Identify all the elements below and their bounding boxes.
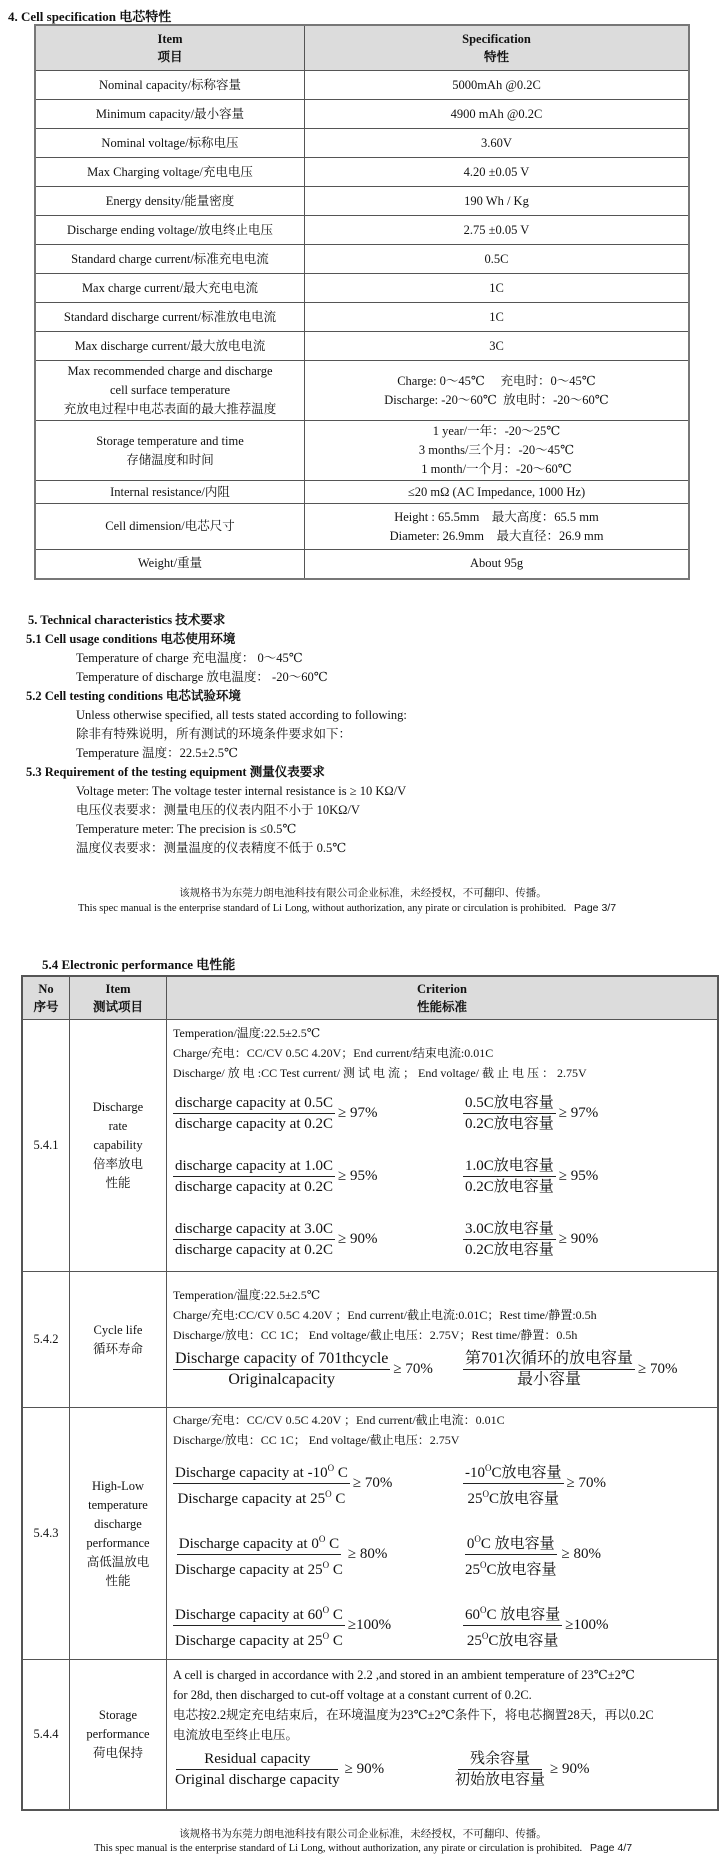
spec-row xyxy=(35,361,689,421)
spec-value: Height : 65.5mm 最大高度：65.5 mm Diameter: 26.9mm 最大直径：26.9 mm xyxy=(305,504,690,550)
s53-line: Temperature meter: The precision is ≤0.5℃ xyxy=(76,822,297,836)
spec-item: Storage temperature and time 存储温度和时间 xyxy=(35,421,305,481)
spec-item: Weight/重量 xyxy=(35,550,305,579)
condition-line: Discharge/ 放 电 :CC Test current/ 测 试 电 流 ； End voltage/ 截 止 电 压 ： 2.75V xyxy=(173,1066,587,1080)
spec-item: Internal resistance/内阻 xyxy=(35,481,305,504)
s53-line: 电压仪表要求：测量电压的仪表内阻不小于 10KΩ/V xyxy=(76,803,360,817)
spec-item: Nominal voltage/标称电压 xyxy=(35,129,305,158)
en-fraction: $\frac{\text{discharge capacity at 0.5C}}{\text{discharge capacity at 0.2C}}$ xyxy=(175,1095,333,1132)
condition-line: Charge/充电：CC/CV 0.5C 4.20V；End current/结束电流:0.01C xyxy=(173,1046,494,1060)
spec-row xyxy=(35,303,689,332)
condition-line: Discharge/放电：CC 1C； End voltage/截止电压：2.75V xyxy=(173,1433,460,1447)
perf-row-5-4-3 xyxy=(22,1408,718,1660)
cn-fraction: $\frac{\text{3.0C放电容量}}{\text{0.2C放电容量}}$ xyxy=(465,1221,554,1258)
limit: ≥ 97% xyxy=(558,1105,599,1121)
spec-item: Cell dimension/电芯尺寸 xyxy=(35,504,305,550)
section-5-1-title: 5.1 Cell usage conditions 电芯使用环境 xyxy=(26,632,236,646)
condition-line: 电流放电至终止电压。 xyxy=(173,1727,299,1742)
row-item: Storage performance 荷电保持 xyxy=(70,1660,167,1810)
spec-item: Max recommended charge and discharge cell surface temperature 充放电过程中电芯表面的最大推荐温度 xyxy=(35,361,305,421)
spec-row xyxy=(35,187,689,216)
footer-cn-page3: 该规格书为东莞力朗电池科技有限公司企业标准，未经授权，不可翻印、传播。 xyxy=(179,888,547,899)
spec-value: 3C xyxy=(305,332,690,361)
limit: ≥ 70% xyxy=(352,1475,393,1491)
s51-line: Temperature of charge 充电温度： 0～45℃ xyxy=(76,651,303,665)
limit: ≥ 90% xyxy=(558,1231,599,1247)
section-5-title: 5. Technical characteristics 技术要求 xyxy=(28,613,226,627)
limit: ≥100% xyxy=(347,1617,392,1633)
section-5-3-title: 5.3 Requirement of the testing equipment 测量仪表要求 xyxy=(26,765,325,779)
condition-line: Temperation/温度:22.5±2.5℃ xyxy=(173,1026,321,1040)
s51-line: Temperature of discharge 放电温度： -20～60℃ xyxy=(76,670,328,684)
spec-row xyxy=(35,481,689,504)
spec-value: 1 year/一年：-20～25℃ 3 months/三个月：-20～45℃ 1 month/一个月：-20～60℃ xyxy=(305,421,690,481)
section-4-title: 4. Cell specification 电芯特性 xyxy=(8,9,172,24)
limit: ≥ 70% xyxy=(566,1475,606,1491)
spec-item: Max charge current/最大充电电流 xyxy=(35,274,305,303)
row-number: 5.4.1 xyxy=(22,1020,70,1272)
header-no: No 序号 xyxy=(22,976,70,1020)
spec-value: 5000mAh @0.2C xyxy=(305,71,690,100)
row-number: 5.4.3 xyxy=(22,1408,70,1660)
s52-line: Temperature 温度：22.5±2.5℃ xyxy=(76,746,238,760)
condition-line: Charge/充电:CC/CV 0.5C 4.20V ；End current/截止电流:0.01C；Rest time/静置:0.5h xyxy=(173,1308,597,1322)
rate-formula-row xyxy=(173,1093,711,1134)
spec-value: 2.75 ±0.05 V xyxy=(305,216,690,245)
section-5-2-title: 5.2 Cell testing conditions 电芯试验环境 xyxy=(26,689,241,703)
en-fraction: $\frac{\text{discharge capacity at 1.0C}}{\text{discharge capacity at 0.2C}}$ xyxy=(175,1158,333,1195)
limit: ≥ 95% xyxy=(338,1168,378,1184)
footer-disclaimer: This spec manual is the enterprise standard of Li Long, without authorization, any pirate or circulation is prohibited. xyxy=(78,903,567,914)
spec-row xyxy=(35,274,689,303)
page-number: Page 3/7 xyxy=(574,902,617,914)
condition-line: A cell is charged in accordance with 2.2 ,and stored in an ambient temperature of 23℃±2℃ xyxy=(173,1667,635,1682)
cn-fraction: $\frac{60^OC 放电容量}{25^OC放电容量}$ xyxy=(463,1600,562,1651)
perf-row-5-4-4 xyxy=(22,1660,718,1810)
cn-fraction: $\frac{0^OC 放电容量}{25^OC放电容量}$ xyxy=(463,1529,559,1580)
limit: ≥ 80% xyxy=(561,1546,601,1562)
s53-line: Voltage meter: The voltage tester internal resistance is ≥ 10 KΩ/V xyxy=(76,784,407,798)
spec-value: 1C xyxy=(305,274,690,303)
spec-row xyxy=(35,216,689,245)
row-criterion xyxy=(167,1020,719,1272)
spec-row xyxy=(35,100,689,129)
row-criterion xyxy=(167,1660,719,1810)
limit: ≥ 95% xyxy=(558,1168,599,1184)
spec-item: Energy density/能量密度 xyxy=(35,187,305,216)
cell-spec-table xyxy=(34,24,690,580)
condition-line: for 28d, then discharged to cut-off voltage at a constant current of 0.2C. xyxy=(173,1687,532,1702)
spec-value: Charge: 0～45℃ 充电时：0～45℃ Discharge: -20～60℃ 放电时：-20～60℃ xyxy=(305,361,690,421)
spec-item: Standard discharge current/标准放电电流 xyxy=(35,303,305,332)
temperature-formulas xyxy=(173,1458,711,1651)
cycle-formula: $\frac{\text{Discharge capacity of 701thcycle}}{\text{Originalcapacity}}$ ≥ 70% $\frac{\text{第701次循环的放电容量}}{\text{最小容量}}$ ≥ 70% xyxy=(175,1350,678,1388)
footer-en-page4 xyxy=(94,1842,632,1854)
condition-line: Temperation/温度:22.5±2.5℃ xyxy=(173,1288,321,1302)
en-fraction: $\frac{\text{discharge capacity at 3.0C}}{\text{discharge capacity at 0.2C}}$ xyxy=(175,1221,333,1258)
header-spec: Specification 特性 xyxy=(305,25,690,71)
en-fraction: $\frac{Discharge capacity at 0^O C}{Discharge capacity at 25^O C}$ xyxy=(173,1529,345,1580)
spec-row xyxy=(35,421,689,481)
cn-fraction: $\frac{\text{1.0C放电容量}}{\text{0.2C放电容量}}$ xyxy=(465,1158,554,1195)
spec-row xyxy=(35,71,689,100)
row-item: Discharge rate capability 倍率放电 性能 xyxy=(70,1020,167,1272)
spec-row xyxy=(35,550,689,579)
section-5 xyxy=(28,611,407,858)
row-item: High-Low temperature discharge performance 高低温放电 性能 xyxy=(70,1408,167,1660)
spec-item: Nominal capacity/标称容量 xyxy=(35,71,305,100)
spec-row xyxy=(35,245,689,274)
spec-item: Max discharge current/最大放电电流 xyxy=(35,332,305,361)
footer-en-page3 xyxy=(78,902,616,914)
perf-table-header xyxy=(22,976,718,1020)
perf-row-5-4-2 xyxy=(22,1272,718,1408)
rate-formulas xyxy=(173,1093,711,1260)
spec-item: Discharge ending voltage/放电终止电压 xyxy=(35,216,305,245)
spec-item: Max Charging voltage/充电电压 xyxy=(35,158,305,187)
temp-formula-row xyxy=(173,1600,711,1651)
limit: ≥ 90% xyxy=(338,1231,378,1247)
spec-table-header xyxy=(35,25,689,71)
condition-line: 电芯按2.2规定充电结束后，在环境温度为23℃±2℃条件下，将电芯搁置28天，再以0.2C xyxy=(173,1707,654,1722)
cn-fraction: $\frac{\text{0.5C放电容量}}{\text{0.2C放电容量}}$ xyxy=(465,1095,554,1132)
electronic-performance-table xyxy=(21,975,719,1811)
en-fraction: $\frac{Discharge capacity at 60^O C}{Discharge capacity at 25^O C}$ xyxy=(173,1600,345,1651)
s52-line: 除非有特殊说明，所有测试的环境条件要求如下： xyxy=(76,727,352,741)
perf-row-5-4-1 xyxy=(22,1020,718,1272)
spec-item: Minimum capacity/最小容量 xyxy=(35,100,305,129)
spec-row xyxy=(35,332,689,361)
page-number: Page 4/7 xyxy=(590,1842,633,1854)
footer-disclaimer: This spec manual is the enterprise standard of Li Long, without authorization, any pirate or circulation is prohibited. xyxy=(94,1843,583,1854)
spec-row xyxy=(35,158,689,187)
s52-line: Unless otherwise specified, all tests stated according to following: xyxy=(76,708,407,722)
row-criterion xyxy=(167,1408,719,1660)
spec-value: ≤20 mΩ (AC Impedance, 1000 Hz) xyxy=(305,481,690,504)
cn-fraction: $\frac{-10^OC放电容量}{25^OC放电容量}$ xyxy=(463,1458,564,1509)
en-fraction: $\frac{Discharge capacity at -10^O C}{Discharge capacity at 25^O C}$ xyxy=(173,1458,350,1509)
header-criterion: Criterion 性能标准 xyxy=(167,976,719,1020)
condition-line: Charge/充电：CC/CV 0.5C 4.20V ；End current/截止电流：0.01C xyxy=(173,1413,505,1427)
spec-value: 190 Wh / Kg xyxy=(305,187,690,216)
limit: ≥ 97% xyxy=(338,1105,378,1121)
limit: ≥ 80% xyxy=(347,1546,388,1562)
limit: ≥100% xyxy=(565,1617,609,1633)
condition-line: Discharge/放电：CC 1C； End voltage/截止电压：2.75V；Rest time/静置：0.5h xyxy=(173,1328,578,1342)
temp-formula-row xyxy=(173,1458,711,1509)
row-number: 5.4.2 xyxy=(22,1272,70,1408)
spec-value: 4.20 ±0.05 V xyxy=(305,158,690,187)
row-criterion xyxy=(167,1272,719,1408)
footer-cn-page4: 该规格书为东莞力朗电池科技有限公司企业标准，未经授权，不可翻印、传播。 xyxy=(179,1829,547,1840)
rate-formula-row xyxy=(173,1219,711,1260)
s53-line: 温度仪表要求：测量温度的仪表精度不低于 0.5℃ xyxy=(76,841,347,855)
header-item: Item 项目 xyxy=(35,25,305,71)
spec-row xyxy=(35,129,689,158)
spec-value: 0.5C xyxy=(305,245,690,274)
section-5-4-title: 5.4 Electronic performance 电性能 xyxy=(42,957,236,972)
spec-item: Standard charge current/标准充电电流 xyxy=(35,245,305,274)
spec-value: 1C xyxy=(305,303,690,332)
spec-value: 3.60V xyxy=(305,129,690,158)
spec-value: About 95g xyxy=(305,550,690,579)
row-item: Cycle life 循环寿命 xyxy=(70,1272,167,1408)
header-item: Item 测试项目 xyxy=(70,976,167,1020)
temp-formula-row xyxy=(173,1529,711,1580)
storage-formula: $\frac{\text{Residual capacity}}{\text{Original discharge capacity}}$ ≥ 90% $\frac{\text{残余容量}}{\text{初始放电容量}}$ ≥ 90% xyxy=(175,1750,590,1788)
rate-formula-row xyxy=(173,1156,711,1197)
spec-row xyxy=(35,504,689,550)
spec-value: 4900 mAh @0.2C xyxy=(305,100,690,129)
row-number: 5.4.4 xyxy=(22,1660,70,1810)
